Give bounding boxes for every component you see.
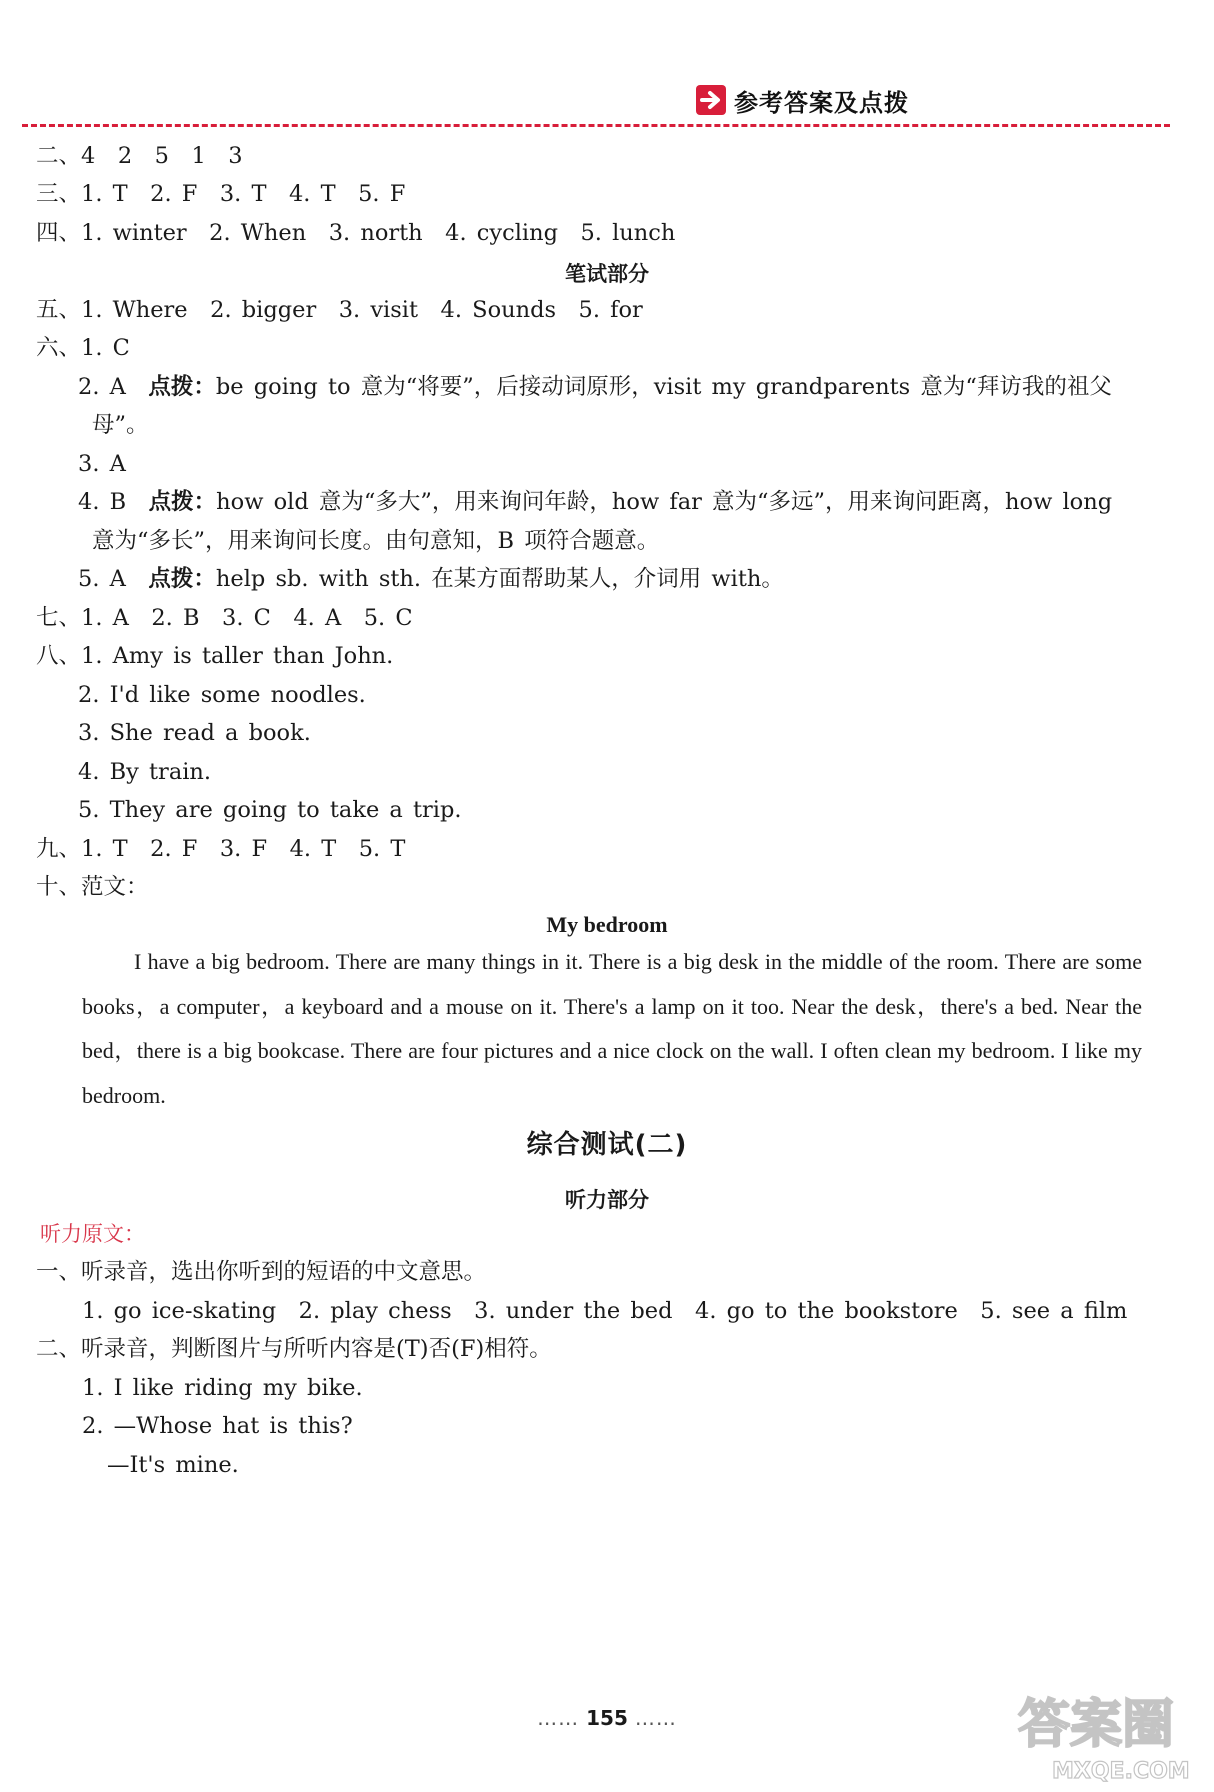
page-dots-right: …… [634,1706,677,1730]
answer-line-10: 十、范文： [36,874,149,900]
hint-text: help sb. with sth. 在某方面帮助某人，介词用 with。 [215,566,784,592]
answer-line-7: 七、1. A 2. B 3. C 4. A 5. C [36,605,413,631]
answer-8-1: 八、1. Amy is taller than John. [36,643,394,669]
answer-8-4: 4. By train. [78,759,212,785]
answer-6-4-continued: 意为“多长”，用来询问长度。由句意知，B 项符合题意。 [92,528,660,554]
hint-label: 点拨： [148,566,216,592]
page-number-value: 155 [586,1706,628,1730]
test-title: 综合测试(二) [526,1130,688,1160]
answer-line-9: 九、1. T 2. F 3. F 4. T 5. T [36,836,406,862]
answer-line-6: 六、1. C [36,335,130,361]
answer-8-5: 5. They are going to take a trip. [78,797,462,823]
section-heading-listening: 听力部分 [565,1188,649,1212]
header-divider [22,124,1170,127]
header-text: 参考答案及点拨 [734,88,909,117]
answer-line-3: 三、1. T 2. F 3. T 4. T 5. F [36,181,406,207]
answer-8-3: 3. She read a book. [78,720,311,746]
answer-6-4-number: 4. B [78,489,149,515]
essay-title: My bedroom [546,912,668,937]
header-title [696,84,909,116]
watermark-url: MXQE.COM [1052,1759,1190,1784]
watermark-text: 答案圈 [1018,1695,1175,1755]
answer-line-5: 五、1. Where 2. bigger 3. visit 4. Sounds 5. for [36,297,643,323]
answer-6-5-number: 5. A [78,566,149,592]
answer-6-2-number: 2. A [78,374,149,400]
answer-6-2-continued: 母”。 [92,412,149,438]
arrow-right-icon [696,85,726,115]
hint-label: 点拨： [148,489,217,515]
listening-q1-instruction: 一、听录音，选出你听到的短语的中文意思。 [36,1259,487,1285]
essay-body: I have a big bedroom. There are many things in it. There is a big desk in the middle of the room. There are some books，a computer，a keyboard and a mouse on it. There's a lamp on it too. Near the desk，there's a bed. Near the bed，there is a big bookcase. There are four pictures and a nice clock on the wall. I often clean my bedroom. I like my bedroom. [82,949,1142,1108]
listening-q2-line-1: 1. I like riding my bike. [82,1375,363,1401]
listening-q1-items: 1. go ice-skating 2. play chess 3. under the bed 4. go to the bookstore 5. see a film [82,1298,1128,1324]
answer-6-3: 3. A [78,451,126,477]
answer-line-2: 二、4 2 5 1 3 [36,143,243,169]
watermark-logo [1012,1680,1198,1784]
answer-line-4: 四、1. winter 2. When 3. north 4. cycling 5. lunch [36,220,676,246]
listening-q2-instruction: 二、听录音，判断图片与所听内容是(T)否(F)相符。 [36,1336,552,1362]
page-dots-left: …… [537,1706,580,1730]
listening-q2-line-3: —It's mine. [107,1452,239,1478]
listening-q2-line-2: 2. —Whose hat is this? [82,1413,353,1439]
hint-text: how old 意为“多大”，用来询问年龄，how far 意为“多远”，用来询问距离，how long [216,489,1113,515]
transcript-label: 听力原文： [40,1222,145,1246]
answer-8-2: 2. I'd like some noodles. [78,682,366,708]
section-heading-written: 笔试部分 [565,262,649,286]
answer-6-5 [78,566,784,593]
answer-6-4 [78,489,1112,516]
hint-text: be going to 意为“将要”，后接动词原形，visit my grandparents 意为“拜访我的祖父 [215,374,1112,400]
answer-6-2 [78,374,1112,401]
hint-label: 点拨： [148,374,216,400]
